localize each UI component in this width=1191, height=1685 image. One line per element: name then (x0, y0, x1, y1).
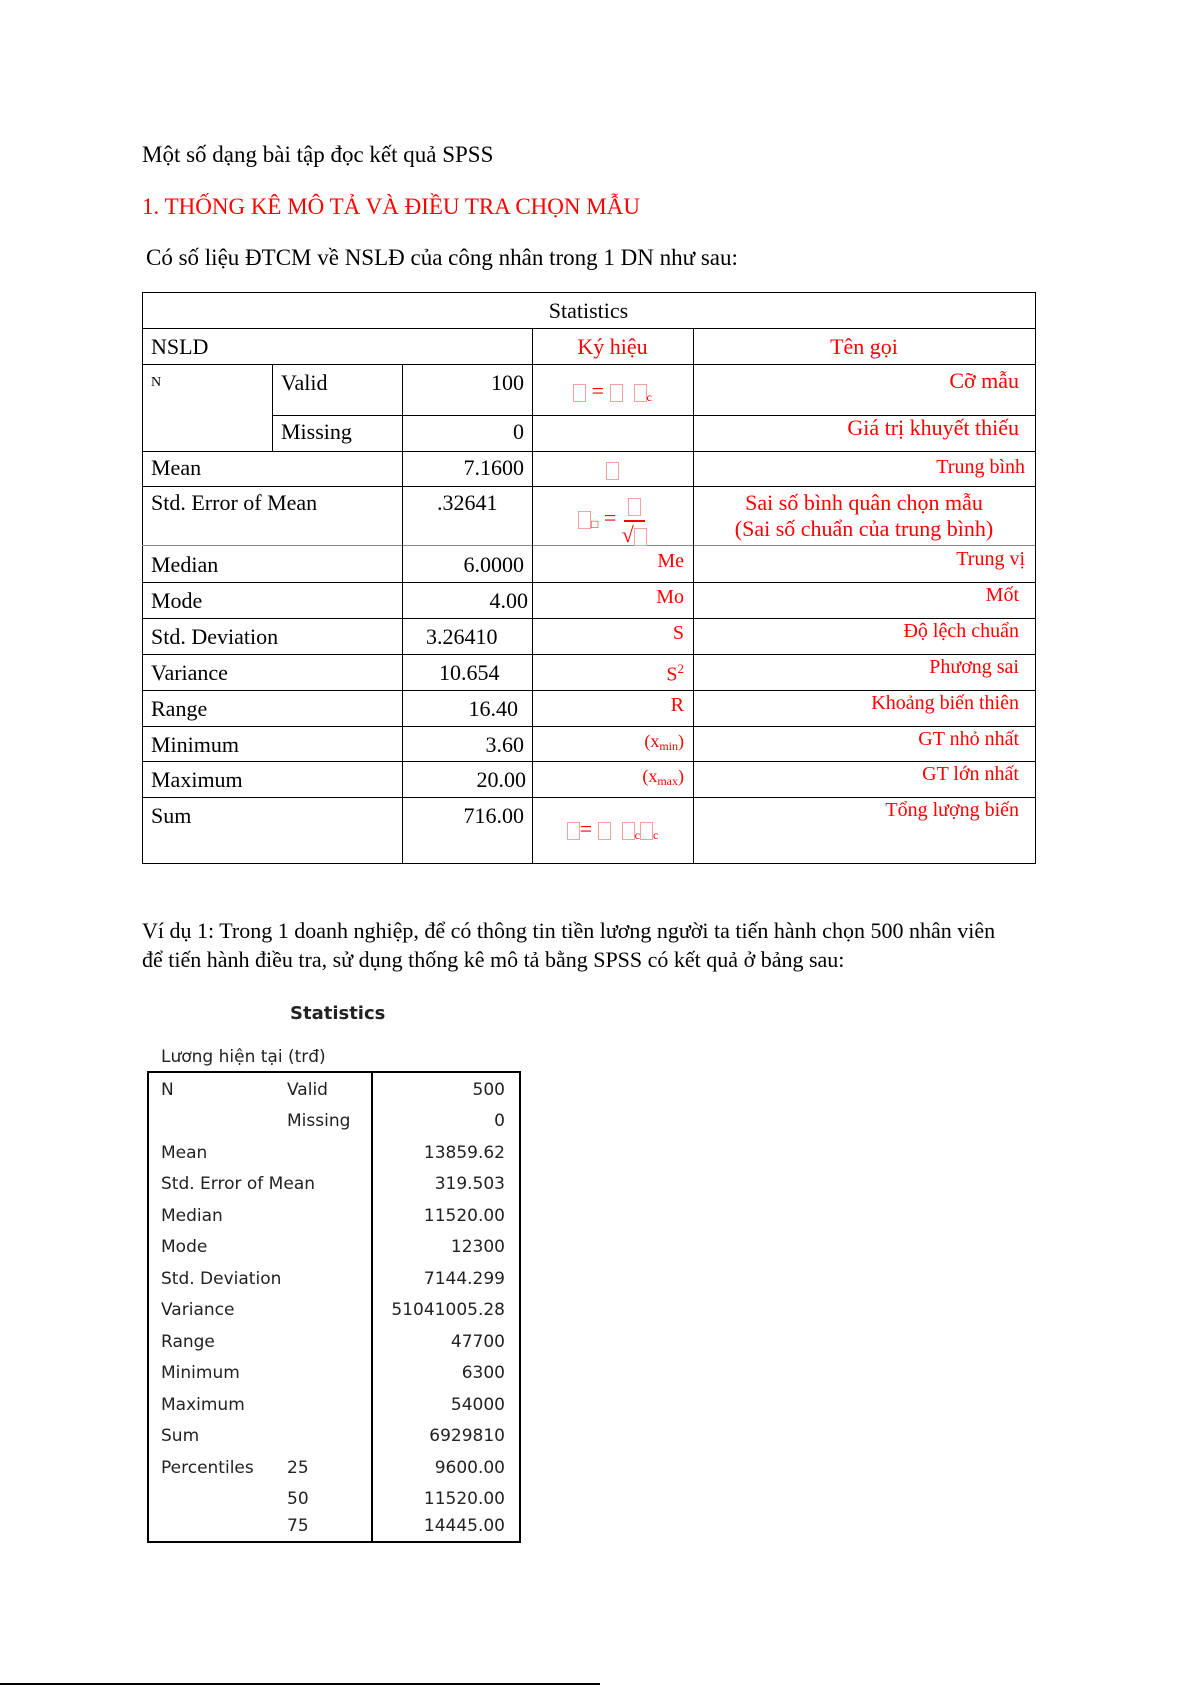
row-divider (142, 364, 1035, 365)
row-value: 51041005.28 (391, 1300, 505, 1320)
row-divider (142, 451, 1035, 452)
symbol-subscript: min (659, 739, 678, 753)
row-label: Std. Error of Mean (151, 490, 318, 515)
row-label: Percentiles (161, 1458, 254, 1478)
row-value: 11520.00 (423, 1489, 505, 1509)
section-heading: 1. THỐNG KÊ MÔ TẢ VÀ ĐIỀU TRA CHỌN MẪU (142, 194, 640, 219)
formula-sample-size: = $_c$ (532, 378, 693, 410)
symbol-close: ) (678, 766, 684, 786)
symbol-base: (x (642, 766, 658, 786)
row-sublabel: Missing (287, 1111, 351, 1131)
row-value: 14445.00 (423, 1516, 505, 1536)
row-label: Median (161, 1206, 223, 1226)
row-label: Maximum (161, 1395, 245, 1415)
row-label: Std. Deviation (161, 1269, 282, 1289)
row-label: Minimum (151, 732, 240, 757)
formula-standard-error: $_□$ = √ (532, 492, 693, 548)
row-label: Std. Error of Mean (161, 1174, 316, 1194)
row-value: .32641 (437, 490, 498, 515)
statistics-annotated-table (142, 292, 1035, 863)
row-value: 13859.62 (423, 1143, 505, 1163)
symbol-close: ) (678, 731, 684, 751)
formula-glyph (606, 462, 619, 480)
formula-glyph (598, 822, 611, 840)
row-label: Valid (281, 370, 328, 395)
row-label: Maximum (151, 767, 243, 792)
formula-glyph (573, 384, 586, 402)
row-name: Mốt (985, 584, 1019, 606)
row-name: Độ lệch chuẩn (903, 620, 1019, 642)
formula-glyph (578, 511, 591, 529)
symbol-subscript: max (657, 774, 678, 788)
row-value: 0 (494, 1111, 505, 1131)
row-value: 716.00 (463, 803, 524, 828)
row-value: 11520.00 (423, 1206, 505, 1226)
row-sublabel: 75 (287, 1516, 309, 1536)
row-label: Median (151, 552, 219, 577)
row-sublabel: 50 (287, 1489, 309, 1509)
row-label: Mean (151, 455, 202, 480)
row-name: Khoảng biến thiên (871, 692, 1019, 714)
formula-glyph (634, 384, 647, 402)
row-label: Variance (161, 1300, 235, 1320)
table-title: Statistics (548, 298, 629, 323)
fraction: √ (622, 492, 647, 548)
row-symbol: Me (657, 550, 684, 572)
row-symbol: S (672, 622, 684, 644)
row-name: GT lớn nhất (922, 763, 1019, 785)
col-header-name: Tên gọi (830, 334, 898, 359)
row-label: Range (161, 1332, 215, 1352)
table-row (149, 1106, 519, 1137)
row-symbol-variance (532, 656, 684, 688)
row-label: Missing (281, 419, 352, 444)
row-name: Sai số bình quân chọn mẫu (745, 490, 983, 515)
table-row (149, 1421, 519, 1452)
table-row (149, 1138, 519, 1169)
row-value: 319.503 (434, 1174, 505, 1194)
row-symbol: Mo (656, 586, 684, 608)
lead-text: Có số liệu ĐTCM về NSLĐ của công nhân trong 1 DN như sau: (146, 245, 738, 270)
row-value: 47700 (450, 1332, 505, 1352)
row-label: Mean (161, 1143, 208, 1163)
row-value: 20.00 (476, 767, 526, 792)
spss-statistics-table (147, 1071, 521, 1543)
row-divider (142, 328, 1035, 329)
n-label: N (151, 375, 162, 390)
row-value: 10.654 (439, 660, 500, 685)
row-value: 4.00 (489, 588, 528, 613)
row-sublabel: Valid (287, 1080, 328, 1100)
symbol-superscript: 2 (677, 661, 684, 676)
row-name: Phương sai (929, 656, 1019, 678)
row-value: 3.60 (485, 732, 524, 757)
row-label: Mode (151, 588, 203, 613)
row-name: Trung vị (956, 548, 1025, 570)
spss-table-title: Statistics (290, 1003, 386, 1024)
formula-glyph (634, 528, 647, 546)
table-row (149, 1453, 519, 1484)
table-row (149, 1511, 519, 1542)
formula-mean (532, 456, 693, 482)
formula-glyph (610, 384, 623, 402)
col-header-symbol: Ký hiệu (577, 334, 648, 359)
row-value: 3.26410 (426, 624, 498, 649)
row-divider (142, 486, 1035, 487)
row-label: Minimum (161, 1363, 240, 1383)
row-value: 7144.299 (423, 1269, 505, 1289)
table-row (149, 1358, 519, 1389)
row-label: Variance (151, 660, 228, 685)
row-value: 6.0000 (463, 552, 524, 577)
example-text-line-2: để tiến hành điều tra, sử dụng thống kê mô tả bằng SPSS có kết quả ở bảng sau: (142, 947, 845, 972)
row-symbol-max (532, 763, 684, 794)
row-value: 100 (491, 370, 524, 395)
formula-sum: = $_c$ $_c$ (532, 816, 693, 848)
row-label: Mode (161, 1237, 208, 1257)
row-label: N (161, 1080, 174, 1100)
row-name: Trung bình (936, 456, 1025, 478)
row-value: 6929810 (429, 1426, 505, 1446)
table-row (149, 1264, 519, 1295)
formula-glyph (622, 822, 635, 840)
row-symbol: R (670, 694, 684, 716)
table-row (149, 1390, 519, 1421)
row-name-secondary: (Sai số chuẩn của trung bình) (734, 516, 994, 541)
symbol-base: S (666, 663, 678, 686)
row-name: Giá trị khuyết thiếu (847, 415, 1019, 440)
intro-line: Một số dạng bài tập đọc kết quả SPSS (142, 142, 494, 167)
row-label: Sum (161, 1426, 200, 1446)
table-row (149, 1295, 519, 1326)
row-label: Sum (151, 803, 192, 828)
row-value: 7.1600 (463, 455, 524, 480)
row-value: 12300 (450, 1237, 505, 1257)
symbol-base: (x (644, 731, 660, 751)
row-name: Tổng lượng biến (885, 799, 1019, 821)
variable-label: NSLD (151, 334, 209, 359)
row-sublabel: 25 (287, 1458, 309, 1478)
col-divider (272, 364, 273, 451)
row-label: Range (151, 696, 208, 721)
table-row (149, 1232, 519, 1263)
table-row (149, 1075, 519, 1106)
row-value: 500 (472, 1080, 505, 1100)
row-value: 54000 (450, 1395, 505, 1415)
spss-variable-label: Lương hiện tại (trđ) (161, 1047, 326, 1067)
table-row (149, 1327, 519, 1358)
formula-glyph (628, 498, 641, 516)
example-text-line-1: Ví dụ 1: Trong 1 doanh nghiệp, để có thông tin tiền lương người ta tiến hành chọn 500 nhân viên (142, 918, 996, 943)
row-symbol-min (532, 728, 684, 759)
table-row (149, 1169, 519, 1200)
row-value: 0 (513, 419, 524, 444)
formula-glyph (640, 822, 653, 840)
row-value: 9600.00 (434, 1458, 505, 1478)
table-row (149, 1201, 519, 1232)
row-name: Cỡ mẫu (949, 368, 1019, 393)
row-value: 6300 (461, 1363, 505, 1383)
row-label: Std. Deviation (151, 624, 279, 649)
row-value: 16.40 (468, 696, 518, 721)
row-name: GT nhỏ nhất (918, 728, 1019, 750)
formula-glyph (567, 822, 580, 840)
